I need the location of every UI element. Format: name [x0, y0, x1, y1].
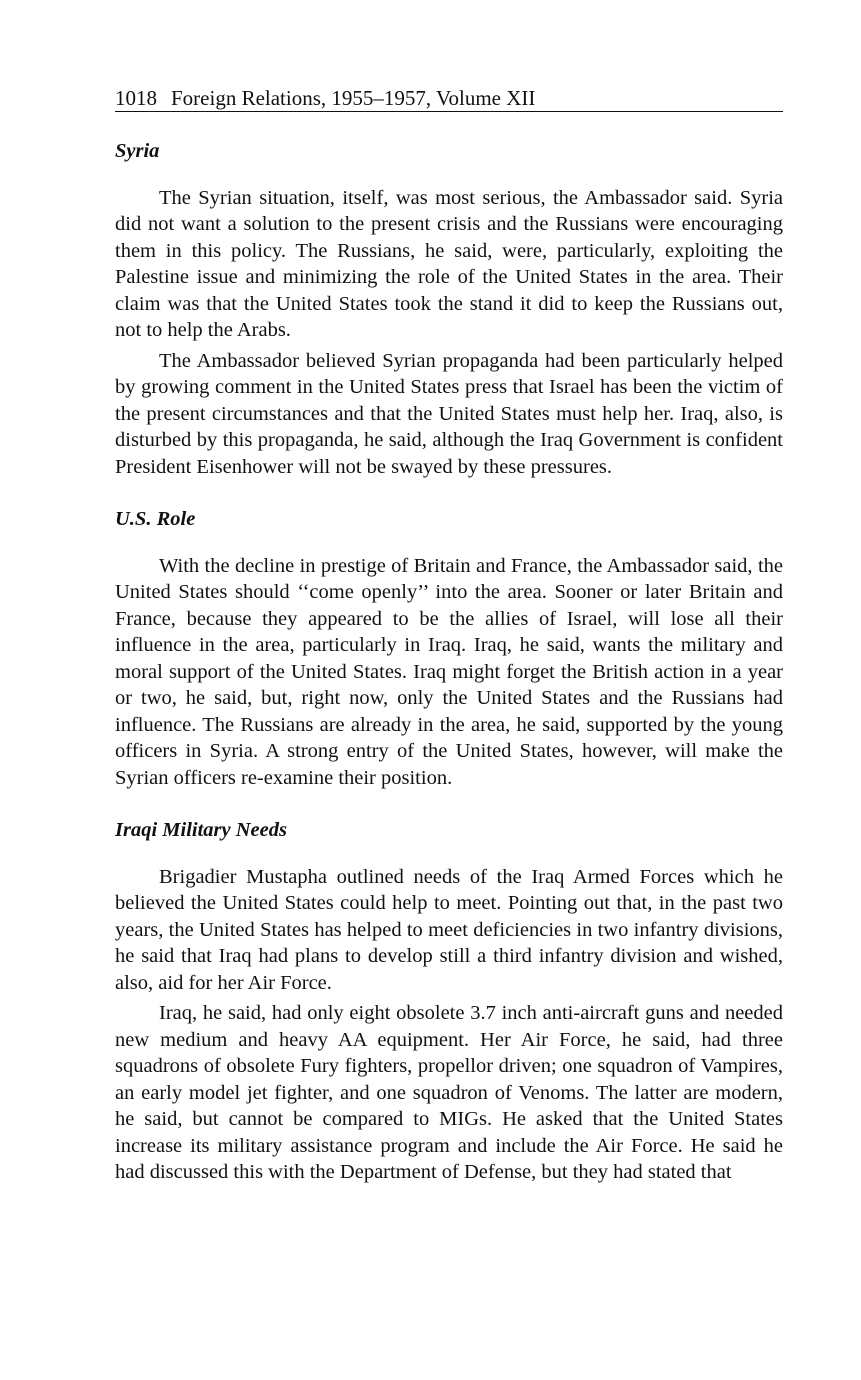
running-header [115, 84, 783, 112]
section-heading-iraqi-military-needs: Iraqi Military Needs [115, 819, 287, 841]
paragraph: With the decline in prestige of Britain and France, the Ambassador said, the United States should ‘‘come openly’’ into the area. Sooner or later Britain and France, because they appeared to be the allies of Israel, will lose all their influence in the area, particularly in Iraq. Iraq, he said, wants the military and moral support of the United States. Iraq might forget the British action in a year or two, he said, but, right now, only the United States and the Russians had influence. The Russians are already in the area, he said, supported by the young officers in Syria. A strong entry of the United States, however, will make the Syrian officers re-examine their position. [115, 554, 783, 789]
paragraph: The Syrian situation, itself, was most serious, the Ambassador said. Syria did not want a solution to the present crisis and the Russians were encouraging them in this policy. The Russians, he said, were, particularly, exploiting the Palestine issue and minimizing the role of the United States in the area. Their claim was that the United States took the stand it did to keep the Russians out, not to help the Arabs. [115, 186, 783, 341]
running-title: Foreign Relations, 1955–1957, Volume XII [171, 86, 536, 110]
paragraph: Iraq, he said, had only eight obsolete 3.7 inch anti-aircraft guns and needed new medium and heavy AA equipment. Her Air Force, he said, had three squadrons of obsolete Fury fighters, propellor driven; one squadron of Vampires, an early model jet fighter, and one squadron of Venoms. The latter are modern, he said, but cannot be compared to MIGs. He asked that the United States increase its military assistance program and include the Air Force. He said he had discussed this with the Department of Defense, but they had stated that [115, 1002, 783, 1183]
paragraph: The Ambassador believed Syrian propaganda had been particularly helped by growing comment in the United States press that Israel has been the victim of the present circumstances and that the United States must help her. Iraq, also, is disturbed by this propaganda, he said, although the Iraq Government is confident President Eisenhower will not be swayed by these pressures. [115, 349, 783, 478]
section-heading-us-role: U.S. Role [115, 508, 196, 530]
paragraph: Brigadier Mustapha outlined needs of the Iraq Armed Forces which he believed the United States could help to meet. Pointing out that, in the past two years, the United States has helped to meet deficiencies in two infantry divisions, he said that Iraq had plans to develop still a third infantry division and wished, also, aid for her Air Force. [115, 865, 783, 994]
page-number: 1018 [115, 86, 157, 110]
document-page [115, 84, 783, 1186]
section-heading-syria: Syria [115, 140, 160, 162]
